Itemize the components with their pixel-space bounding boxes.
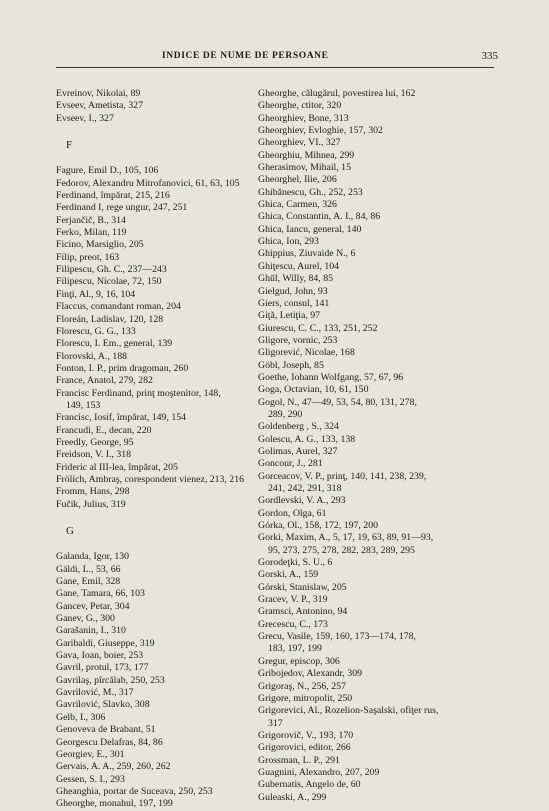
index-entry: Gheorghe, ctitor, 320 [258, 100, 342, 112]
index-entry: Fagure, Emil D., 105, 106 [56, 165, 159, 177]
page-number: 335 [481, 50, 498, 62]
index-entry: Fučik, Julius, 319 [56, 498, 126, 510]
index-entry: Grigorovici, editor, 266 [258, 742, 351, 754]
index-entry: Gorodeţki, S. U., 6 [258, 557, 333, 569]
index-entry: Ghiţescu, Aurel, 104 [258, 260, 340, 272]
index-entry: Ganev, G., 300 [56, 613, 115, 625]
index-entry: Florovski, A., 188 [56, 350, 128, 362]
index-entry: Gribojedov, Alexandr, 309 [258, 668, 362, 680]
index-entry: Górka, Ol., 158, 172, 197, 200 [258, 520, 379, 532]
index-entry: Ghippius, Ziuvaide N., 6 [258, 248, 356, 260]
index-entry: Florescu, G. G., 133 [56, 325, 136, 337]
index-entry: Ferdinand, împărat, 215, 216 [56, 190, 170, 202]
index-entry: Gane, Emil, 328 [56, 576, 121, 588]
index-entry: Filipescu, Gh. C., 237—243 [56, 264, 167, 276]
index-entry: Garibaldi, Giuseppe, 319 [56, 637, 155, 649]
index-entry: Gheorghiu, Mihnea, 299 [258, 149, 355, 161]
index-entry: Göbl, Joseph, 85 [258, 359, 324, 371]
index-entry: Gavrilović, Slavko, 308 [56, 699, 150, 711]
index-entry: Górski, Stanislaw, 205 [258, 581, 347, 593]
index-entry: Guleaski, A., 299 [258, 791, 327, 803]
running-title: INDICE DE NUME DE PERSOANE [162, 51, 329, 61]
index-entry: Fromm, Hans, 298 [56, 486, 130, 498]
index-entry: Genoveva de Brabant, 51 [56, 724, 156, 736]
index-entry: Ferjančič, B., 314 [56, 214, 126, 226]
index-entry: Francisc Ferdinand, prinţ moştenitor, 148, [56, 387, 221, 399]
index-entry: Gordon, Olga, 61 [258, 507, 327, 519]
index-entry: Frideric al III-lea, împărat, 205 [56, 461, 178, 473]
index-entry: Gogol, N., 47—49, 53, 54, 80, 131, 278, [258, 396, 417, 408]
index-entry: Grigore, mitropolit, 250 [258, 692, 353, 704]
index-entry: Gligore, vornic, 253 [258, 334, 338, 346]
index-entry: Grigoraş, N., 256, 257 [258, 680, 346, 692]
index-entry: Gheorghiev, Bone, 313 [258, 112, 349, 124]
index-entry-continuation: 149, 153 [66, 399, 101, 411]
index-entry: Galanda, Igor, 130 [56, 551, 130, 563]
index-entry: Gheorghiev, VI., 327 [258, 137, 341, 149]
index-entry: France, Anatol, 279, 282 [56, 375, 153, 387]
index-entry: Fedorov, Alexandru Mitrofanovici, 61, 63, 105 [56, 177, 240, 189]
index-entry: Gracev, V. P., 319 [258, 594, 328, 606]
index-entry: Georgescu Delafras, 84, 86 [56, 736, 163, 748]
index-entry: Gordlevski, V. A., 293 [258, 495, 346, 507]
index-entry: Grossman, L. P., 291 [258, 754, 340, 766]
index-entry: Golescu, A. G., 133, 138 [258, 433, 356, 445]
index-entry: Gavrilović, M., 317 [56, 687, 134, 699]
index-entry: Ghibănescu, Gh., 252, 253 [258, 186, 363, 198]
index-entry: Freedly, George, 95 [56, 436, 134, 448]
index-entry: Gancev, Petar, 304 [56, 600, 130, 612]
index-entry: Florescu, I. Em., general, 139 [56, 338, 173, 350]
index-column-left [56, 88, 288, 811]
index-entry: Evreinov, Nikolai, 89 [56, 88, 141, 99]
index-entry: Gheorghel, Ilie, 206 [258, 174, 337, 186]
index-entry: Ficino, Marsiglio, 205 [56, 239, 144, 251]
index-entry: Gubernatis, Angelo de, 60 [258, 779, 361, 791]
index-entry: Francudi, E., decan, 220 [56, 424, 152, 436]
index-entry: Finţi, Al., 9, 16, 104 [56, 288, 136, 300]
page-header [56, 50, 498, 68]
index-entry: Floreán, Ladislav, 120, 128 [56, 313, 164, 325]
index-entry-continuation: 317 [268, 717, 283, 729]
index-entry: Giers, consul, 141 [258, 297, 330, 309]
index-entry: Evseev, Ametista, 327 [56, 100, 143, 112]
index-entry: Grigorevici, Al., Rozelion-Saşalski, ofiţer rus, [258, 705, 439, 717]
index-entry: Grecescu, C., 173 [258, 618, 328, 630]
index-entry: Ghica, Ion, 293 [258, 236, 319, 248]
index-entry: Gherasimov, Mihail, 15 [258, 162, 351, 174]
index-entry: Gramsci, Antonino, 94 [258, 606, 348, 618]
index-entry: Gava, Ioan, boier, 253 [56, 650, 144, 662]
index-entry-continuation: 241, 242, 291, 318 [268, 483, 342, 494]
index-entry: Freidson, V. I., 318 [56, 449, 132, 461]
index-entry: Filipescu, Nicolae, 72, 150 [56, 276, 162, 288]
index-entry: Gielgud, John, 93 [258, 285, 328, 297]
index-entry: Ghica, Constantin, A. I., 84, 86 [258, 211, 381, 223]
index-entry: Frölich, Ambraş, corespondent vienez, 213, 216 [56, 473, 245, 485]
index-entry: Fonton, I. P., prim dragoman, 260 [56, 362, 189, 374]
index-entry: Gessen, S. I., 293 [56, 773, 125, 785]
index-entry: Gorki, Maxim, A., 5, 17, 19, 63, 89, 91—93, [258, 532, 434, 544]
index-entry: Gregur, episcop, 306 [258, 655, 340, 667]
index-entry: Gheorghe, monahul, 197, 199 [56, 798, 173, 810]
index-entry: Ghica, Iancu, general, 140 [258, 223, 362, 235]
index-entry: Gavril, protul, 173, 177 [56, 662, 149, 674]
index-column-right [258, 88, 494, 804]
index-entry: Gorski, A., 159 [258, 569, 319, 581]
index-entry: Gáldi, L., 53, 66 [56, 563, 121, 575]
index-entry: Francisc, Iosif, împărat, 149, 154 [56, 412, 187, 424]
index-entry: Ghica, Carmen, 326 [258, 199, 337, 211]
index-entry: Gheorghe, călugărul, povestirea lui, 162 [258, 88, 416, 99]
index-entry: Golimas, Aurel, 327 [258, 445, 338, 457]
index-entry: Goga, Octavian, 10, 61, 150 [258, 384, 369, 396]
index-entry: Gorceacov, V. P., prinţ, 140, 141, 238, 239, [258, 470, 427, 482]
index-entry: Grecu, Vasile, 159, 160, 173—174, 178, [258, 631, 416, 643]
index-entry: Gelb, I., 306 [56, 711, 106, 723]
index-entry-continuation: 183, 197, 199 [268, 643, 322, 655]
index-entry: Gervais, A. A., 259, 260, 262 [56, 761, 171, 773]
index-entry: Gavrilaş, pîrcălab, 250, 253 [56, 674, 165, 686]
index-entry: Ferko, Milan, 119 [56, 227, 127, 239]
index-entry-continuation: 95, 273, 275, 278, 282, 283, 289, 295 [268, 544, 415, 556]
index-entry: Ferdinand I, rege ungur, 247, 251 [56, 202, 188, 214]
index-entry: Ghŭl, Willy, 84, 85 [258, 273, 333, 285]
index-entry: Goldenberg , S., 324 [258, 421, 339, 433]
index-entry: Gligorević, Nicolae, 168 [258, 347, 355, 359]
index-entry: Gheorghiev, Evloghie, 157, 302 [258, 125, 383, 137]
section-letter: G [66, 525, 74, 537]
index-entry: Gheanghia, portar de Suceava, 250, 253 [56, 785, 213, 797]
index-entry: Filip, preot, 163 [56, 251, 120, 263]
index-entry: Gane, Tamara, 66, 103 [56, 588, 145, 600]
index-entry: Goncour, J., 281 [258, 458, 323, 470]
index-entry: Guagnini, Alexandro, 207, 209 [258, 766, 380, 778]
section-letter: F [66, 139, 73, 152]
index-entry: Goethe, Iohann Wolfgang, 57, 67, 96 [258, 371, 404, 383]
index-entry: Georgiev, E., 301 [56, 748, 125, 760]
index-entry: Giurescu, C. C., 133, 251, 252 [258, 322, 378, 334]
index-entry: Giţă, Letiţia, 97 [258, 310, 321, 322]
index-entry-continuation: 289, 290 [268, 408, 303, 420]
index-entry: Garašanin, I., 310 [56, 625, 126, 637]
index-entry: Flaccus, comandant roman, 204 [56, 301, 181, 313]
index-entry: Grigorovič, V., 193, 170 [258, 729, 354, 741]
index-entry: Evseev, I., 327 [56, 112, 114, 124]
